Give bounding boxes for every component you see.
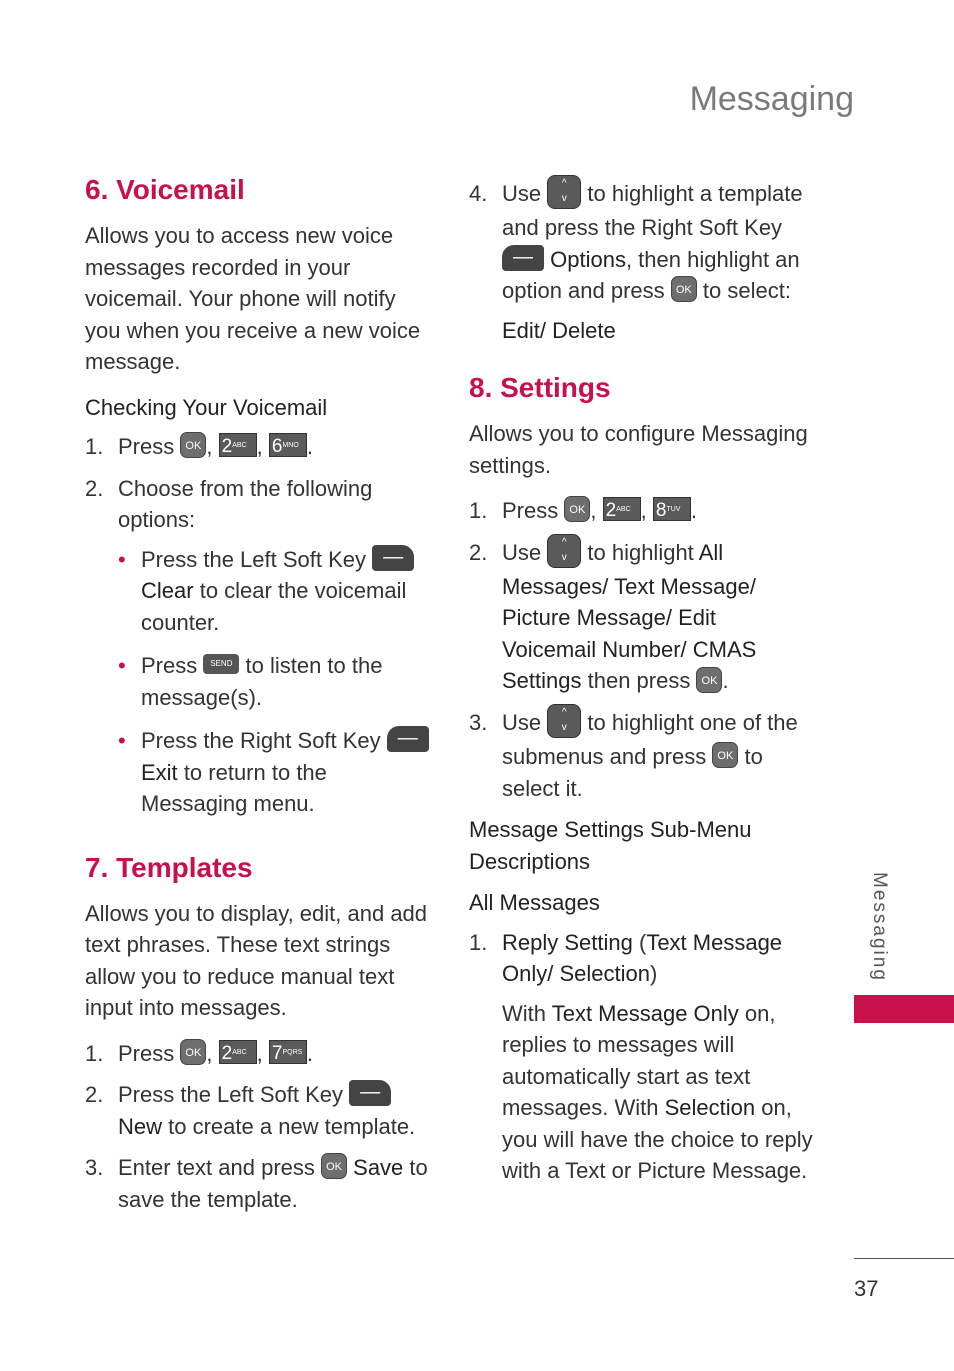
ok-key-icon: OK: [671, 276, 697, 302]
right-column: [469, 178, 814, 1197]
ok-key-icon: OK: [321, 1153, 347, 1179]
key-6-icon: 6MNO: [269, 433, 307, 457]
settings-step-2: 2. Use ^ v to highlight All Messages/ Text Message/ Picture Message/ Edit Voicemail Number/ CMAS Settings then press OK .: [469, 537, 814, 697]
send-key-icon: SEND: [203, 654, 239, 674]
voicemail-options: [118, 544, 435, 820]
ok-key-icon: OK: [696, 667, 722, 693]
ok-key-icon: OK: [180, 1039, 206, 1065]
ok-key-icon: OK: [564, 496, 590, 522]
all-messages-items: [469, 927, 814, 1187]
templates-intro: Allows you to display, edit, and add text phrases. These text strings allow you to reduce manual text input into messages.: [85, 900, 428, 1020]
voicemail-option-clear: • Press the Left Soft Key — Clear to clear the voicemail counter.: [118, 544, 435, 639]
voicemail-step-1: 1. Press OK , 2ABC , 6MNO .: [85, 434, 313, 459]
all-messages-subhead: All Messages: [469, 890, 600, 916]
reply-setting-description: With Text Message Only on, replies to messages will automatically start as text messages. With Selection on, you will have the choice to reply with a Text or Picture Message.: [502, 1000, 813, 1184]
templates-step-3: 3. Enter text and press OK Save to save the template.: [85, 1155, 428, 1212]
voicemail-option-exit: • Press the Right Soft Key — Exit to return to the Messaging menu.: [118, 725, 435, 820]
key-2-icon: 2ABC: [219, 433, 257, 457]
templates-step-4: 4. Use ^ v to highlight a template and press the Right Soft Key — Options, then highlight an option and press OK to select: Edit/ Delete: [469, 178, 814, 346]
voicemail-option-listen: • Press SEND to listen to the message(s).: [118, 653, 383, 710]
left-soft-key-icon: —: [372, 545, 414, 571]
checking-voicemail-subhead: Checking Your Voicemail: [85, 394, 328, 420]
voicemail-step-2: 2. Choose from the following options: • Press the Left Soft Key — Clear to clear the voicemail counter. • Press SEND to listen to the message(s). • Press the Right Soft Key — Exit to return to the Messaging menu.: [85, 473, 435, 820]
settings-heading: 8. Settings: [469, 372, 611, 404]
settings-step-1: 1. Press OK , 2ABC , 8TUV .: [469, 498, 697, 524]
navigation-key-icon: ^ v: [547, 175, 581, 209]
key-8-icon: 8TUV: [653, 497, 691, 521]
navigation-key-icon: ^ v: [547, 704, 581, 738]
templates-heading: 7. Templates: [85, 851, 253, 883]
left-column: [85, 170, 435, 1225]
templates-steps-continued: [469, 178, 814, 346]
templates-step-2: 2. Press the Left Soft Key — New to create a new template.: [85, 1081, 416, 1139]
side-tab-label: Messaging: [869, 872, 890, 982]
navigation-key-icon: ^ v: [547, 534, 581, 568]
key-7-icon: 7PQRS: [269, 1040, 307, 1064]
right-soft-key-icon: —: [387, 726, 429, 752]
settings-step-3: 3. Use ^ v to highlight one of the submenus and press OK to select it.: [469, 707, 814, 804]
settings-intro: Allows you to configure Messaging settings.: [469, 421, 808, 478]
key-2-icon: 2ABC: [603, 497, 641, 521]
ok-key-icon: OK: [180, 432, 206, 458]
voicemail-heading: 6. Voicemail: [85, 174, 245, 205]
message-settings-subhead: Message Settings Sub-Menu Descriptions: [469, 817, 752, 874]
templates-steps: [85, 1038, 435, 1216]
ok-key-icon: OK: [712, 742, 738, 768]
page-number: 37: [854, 1276, 879, 1301]
left-soft-key-icon: —: [349, 1080, 391, 1106]
voicemail-intro: Allows you to access new voice messages recorded in your voicemail. Your phone will notify you when you receive a new voice message.: [85, 223, 421, 374]
page-header-title: Messaging: [689, 80, 854, 118]
footer-divider: [854, 1258, 954, 1259]
key-2-icon: 2ABC: [219, 1040, 257, 1064]
voicemail-steps: [85, 431, 435, 820]
templates-step-1: 1. Press OK , 2ABC , 7PQRS .: [85, 1040, 313, 1066]
reply-setting-item: 1. Reply Setting (Text Message Only/ Selection) With Text Message Only on, replies to messages will automatically start as text messages. With Selection on, you will have the choice to reply with a Text or Picture Message.: [469, 927, 814, 1187]
right-soft-key-icon: —: [502, 245, 544, 271]
template-options: Edit/ Delete: [502, 317, 616, 343]
settings-steps: [469, 495, 814, 804]
side-tab-marker: [854, 995, 954, 1023]
